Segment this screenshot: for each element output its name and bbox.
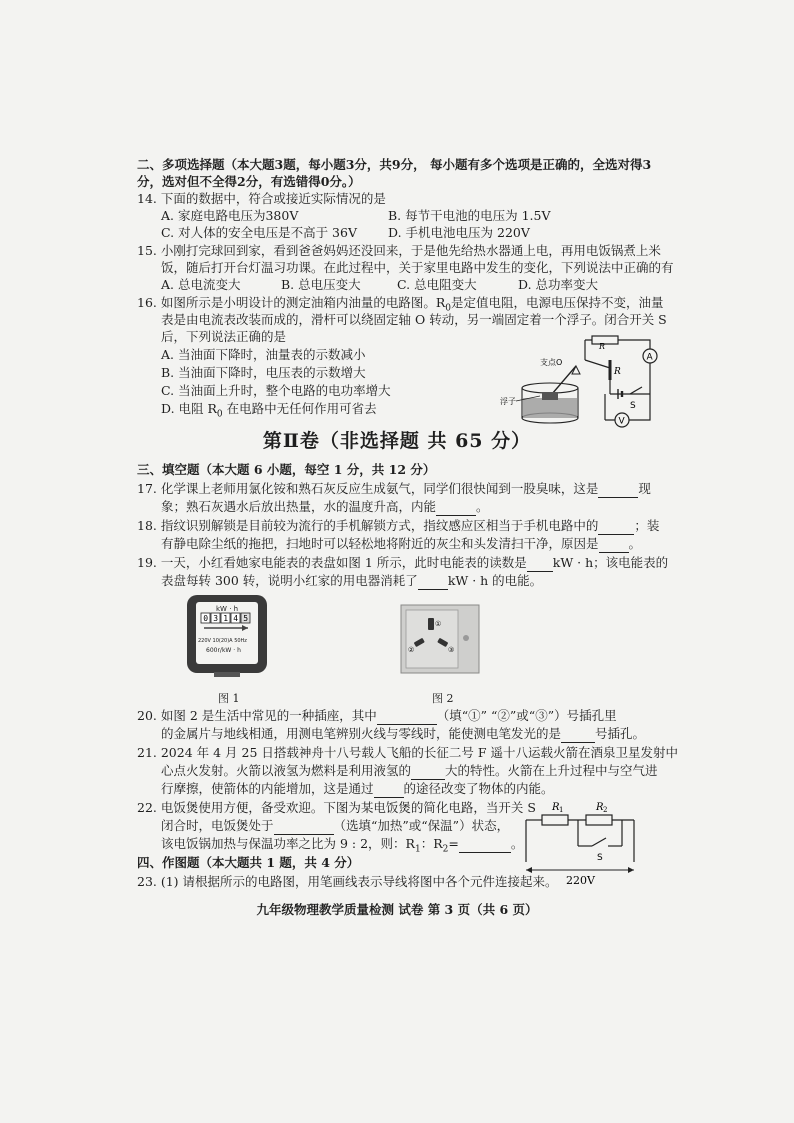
figure1-caption: 图 1 [218, 692, 240, 705]
q19-blank1[interactable] [527, 554, 553, 572]
q22-fig-s-label: S [597, 853, 603, 863]
figure2-caption: 图 2 [432, 692, 454, 705]
q16-fig-r0-label: R [599, 342, 606, 351]
q21-line2 [161, 762, 658, 780]
q18-line1-a: 18. 指纹识别解锁是目前较为流行的手机解锁方式，指纹感应区相当于手机电路中的 [137, 518, 599, 533]
q18-line2-b: 。 [628, 536, 642, 551]
q16-option-a: A. 当油面下降时，油量表的示数减小 [161, 347, 366, 362]
q21-line3-b: 的途径改变了物体的内能。 [403, 781, 554, 796]
section4-header: 四、作图题（本大题共 1 题，共 4 分） [137, 855, 360, 870]
q17-line1-b: 现 [638, 481, 651, 496]
meter-digit: 5 [243, 614, 249, 623]
q16-fig-a-label: A [646, 352, 653, 363]
meter-digit: 3 [213, 614, 219, 623]
socket-label-2: ② [408, 646, 415, 654]
socket-label-3: ③ [448, 646, 455, 654]
q15-line2: 饭，随后打开台灯温习功课。在此过程中，关于家里电路中发生的变化，下列说法中正确的有 [161, 260, 674, 275]
socket-hole-1-icon [428, 618, 434, 630]
q17-line2-b: 。 [476, 499, 489, 514]
part2-title: 第Ⅱ卷（非选择题 共 65 分） [262, 430, 532, 452]
q16-option-c: C. 当油面上升时，整个电路的电功率增大 [161, 383, 391, 398]
q16-line2: 表是由电流表改装而成的，滑杆可以绕固定轴 O 转动，另一端固定着一个浮子。闭合开关 S [161, 312, 667, 327]
q22-r1-sub: 1 [414, 844, 421, 855]
q16-fig-s-label: S [630, 401, 636, 411]
q20-blank1[interactable] [377, 707, 437, 725]
meter-digit: 4 [233, 614, 239, 623]
q22-line3-a: 该电饭锅加热与保温功率之比为 9 : 2，则：R [161, 836, 415, 851]
q21-line1: 21. 2024 年 4 月 25 日搭载神舟十八号载人飞船的长征二号 F 遥十八运载火箭在酒泉卫星发射中 [137, 745, 679, 760]
q21-line3-a: 行摩擦，使箭体的内能增加，这是通过 [161, 781, 374, 796]
meter-unit: kW · h [216, 605, 239, 613]
q19-blank2[interactable] [418, 572, 448, 590]
q16-option-b: B. 当油面下降时，电压表的示数增大 [161, 365, 366, 380]
meter-digit: 0 [203, 614, 209, 623]
section2-header-line1: 二、多项选择题（本大题3题，每小题3分，共9分， 每小题有多个选项是正确的，全选对得3 [137, 157, 652, 172]
q20-line1-b: （填“①” “②”或“③”）号插孔里 [436, 708, 617, 723]
q16-fig-r-label: R [614, 367, 621, 377]
q21-line3 [161, 780, 554, 798]
q17-blank1[interactable] [598, 480, 638, 498]
q20-line2 [161, 725, 645, 743]
q22-line2-a: 闭合时，电饭煲处于 [161, 818, 274, 833]
section3-header: 三、填空题（本大题 6 小题，每空 1 分，共 12 分） [137, 462, 436, 477]
q16-option-d-sub: 0 [216, 409, 223, 420]
q19-line2-b: kW · h 的电能。 [447, 573, 543, 588]
q14-option-a: A. 家庭电路电压为380V [161, 208, 299, 223]
q21-blank2[interactable] [374, 780, 404, 798]
q19-line1-b: kW · h；该电能表的 [552, 555, 669, 570]
q18-line2 [161, 535, 641, 553]
q16-line3: 后，下列说法正确的是 [161, 329, 287, 344]
q22-line3-d: 。 [510, 836, 524, 851]
q19-line1 [137, 554, 668, 572]
meter-digit: 1 [223, 614, 229, 623]
q18-blank2[interactable] [599, 535, 629, 553]
q22-blank1[interactable] [274, 817, 334, 835]
q15-option-b: B. 总电压变大 [281, 277, 361, 292]
q19-line1-a: 19. 一天，小红看她家电能表的表盘如图 1 所示，此时电能表的读数是 [137, 555, 527, 570]
q21-line2-a: 心点火发射。火箭以液氢为燃料是利用液氢的 [161, 763, 412, 778]
q14-stem: 14. 下面的数据中，符合或接近实际情况的是 [137, 191, 386, 206]
q20-line1-a: 20. 如图 2 是生活中常见的一种插座，其中 [137, 708, 377, 723]
q16-option-d [161, 400, 377, 424]
q22-line3-c: = [448, 836, 459, 851]
q22-line3-b: ：R [420, 836, 443, 851]
q16-option-d-a: D. 电阻 R [161, 401, 217, 416]
meter-digits [201, 613, 250, 623]
q17-line2-a: 象；熟石灰遇水后放出热量，水的温度升高，内能 [161, 499, 437, 514]
q17-line1 [137, 480, 651, 498]
q22-line1: 22. 电饭煲使用方便，备受欢迎。下图为某电饭煲的简化电路，当开关 S [137, 800, 536, 815]
q23-line: 23. (1) 请根据所示的电路图，用笔画线表示导线将图中各个元件连接起来。 [137, 874, 558, 889]
q19-line2 [161, 572, 542, 590]
float-icon [542, 392, 558, 400]
meter-rating: 220V 10(20)A 50Hz [198, 638, 247, 644]
q18-line2-a: 有静电除尘纸的拖把，扫地时可以轻松地将附近的灰尘和头发清扫干净，原因是 [161, 536, 599, 551]
q22-blank2[interactable] [459, 835, 511, 853]
q14-option-d: D. 手机电池电压为 220V [388, 225, 530, 240]
q16-fig-pivot-label: 支点O [540, 358, 563, 367]
q18-blank1[interactable] [598, 517, 634, 535]
q22-line2 [161, 817, 509, 835]
q17-blank2[interactable] [436, 498, 476, 516]
q22-r2-sub: 2 [442, 844, 449, 855]
q19-line2-a: 表盘每转 300 转，说明小红家的用电器消耗了 [161, 573, 418, 588]
q15-option-a: A. 总电流变大 [161, 277, 241, 292]
meter-rev: 600r/kW · h [206, 647, 241, 654]
figure2-socket [400, 604, 480, 674]
q16-r0-sub: 0 [445, 303, 451, 314]
q22-fig-r2-label: R [596, 802, 604, 813]
q20-line2-b: 号插孔。 [595, 726, 646, 741]
q18-line1-b: ；装 [634, 518, 660, 533]
svg-text:2: 2 [603, 806, 608, 814]
q20-line1 [137, 707, 617, 725]
q22-line2-b: （选填“加热”或“保温”）状态， [333, 818, 510, 833]
socket-label-1: ① [435, 620, 442, 628]
q21-blank1[interactable] [411, 762, 445, 780]
q22-fig-voltage: 220V [566, 874, 595, 886]
q16-line1-a: 16. 如图所示是小明设计的测定油箱内油量的电路图。R [137, 295, 446, 310]
q15-line1: 15. 小刚打完球回到家，看到爸爸妈妈还没回来，于是他先给热水器通上电，再用电饭锅煮上米 [137, 243, 661, 258]
q17-line2 [161, 498, 489, 516]
q16-option-d-b: 在电路中无任何作用可省去 [222, 401, 377, 416]
q16-fuel-gauge-diagram [500, 332, 660, 428]
q16-fig-v-label: V [618, 416, 625, 427]
q15-option-d: D. 总功率变大 [518, 277, 599, 292]
q15-option-c: C. 总电阻变大 [397, 277, 477, 292]
q16-fig-float-label: 浮子 [500, 397, 516, 406]
section2-header-line2: 分，选对但不全得2分，有选错得0分。） [137, 174, 361, 189]
q21-line2-b: 大的特性。火箭在上升过程中与空气进 [445, 763, 658, 778]
q14-option-c: C. 对人体的安全电压是不高于 36V [161, 225, 357, 240]
q20-blank2[interactable] [561, 725, 595, 743]
q14-option-b: B. 每节干电池的电压为 1.5V [388, 208, 551, 223]
q20-line2-a: 的金属片与地线相通，用测电笔辨别火线与零线时，能使测电笔发光的是 [161, 726, 562, 741]
svg-text:1: 1 [559, 806, 564, 814]
page-footer: 九年级物理教学质量检测 试卷 第 3 页（共 6 页） [256, 902, 538, 917]
q16-line1-b: 是定值电阻，电源电压保持不变，油量 [451, 295, 664, 310]
q17-line1-a: 17. 化学课上老师用氯化铵和熟石灰反应生成氨气，同学们很快闻到一股臭味，这是 [137, 481, 599, 496]
figure1-electricity-meter [186, 594, 268, 678]
q18-line1 [137, 517, 659, 535]
q22-fig-r1-label: R [552, 802, 560, 813]
